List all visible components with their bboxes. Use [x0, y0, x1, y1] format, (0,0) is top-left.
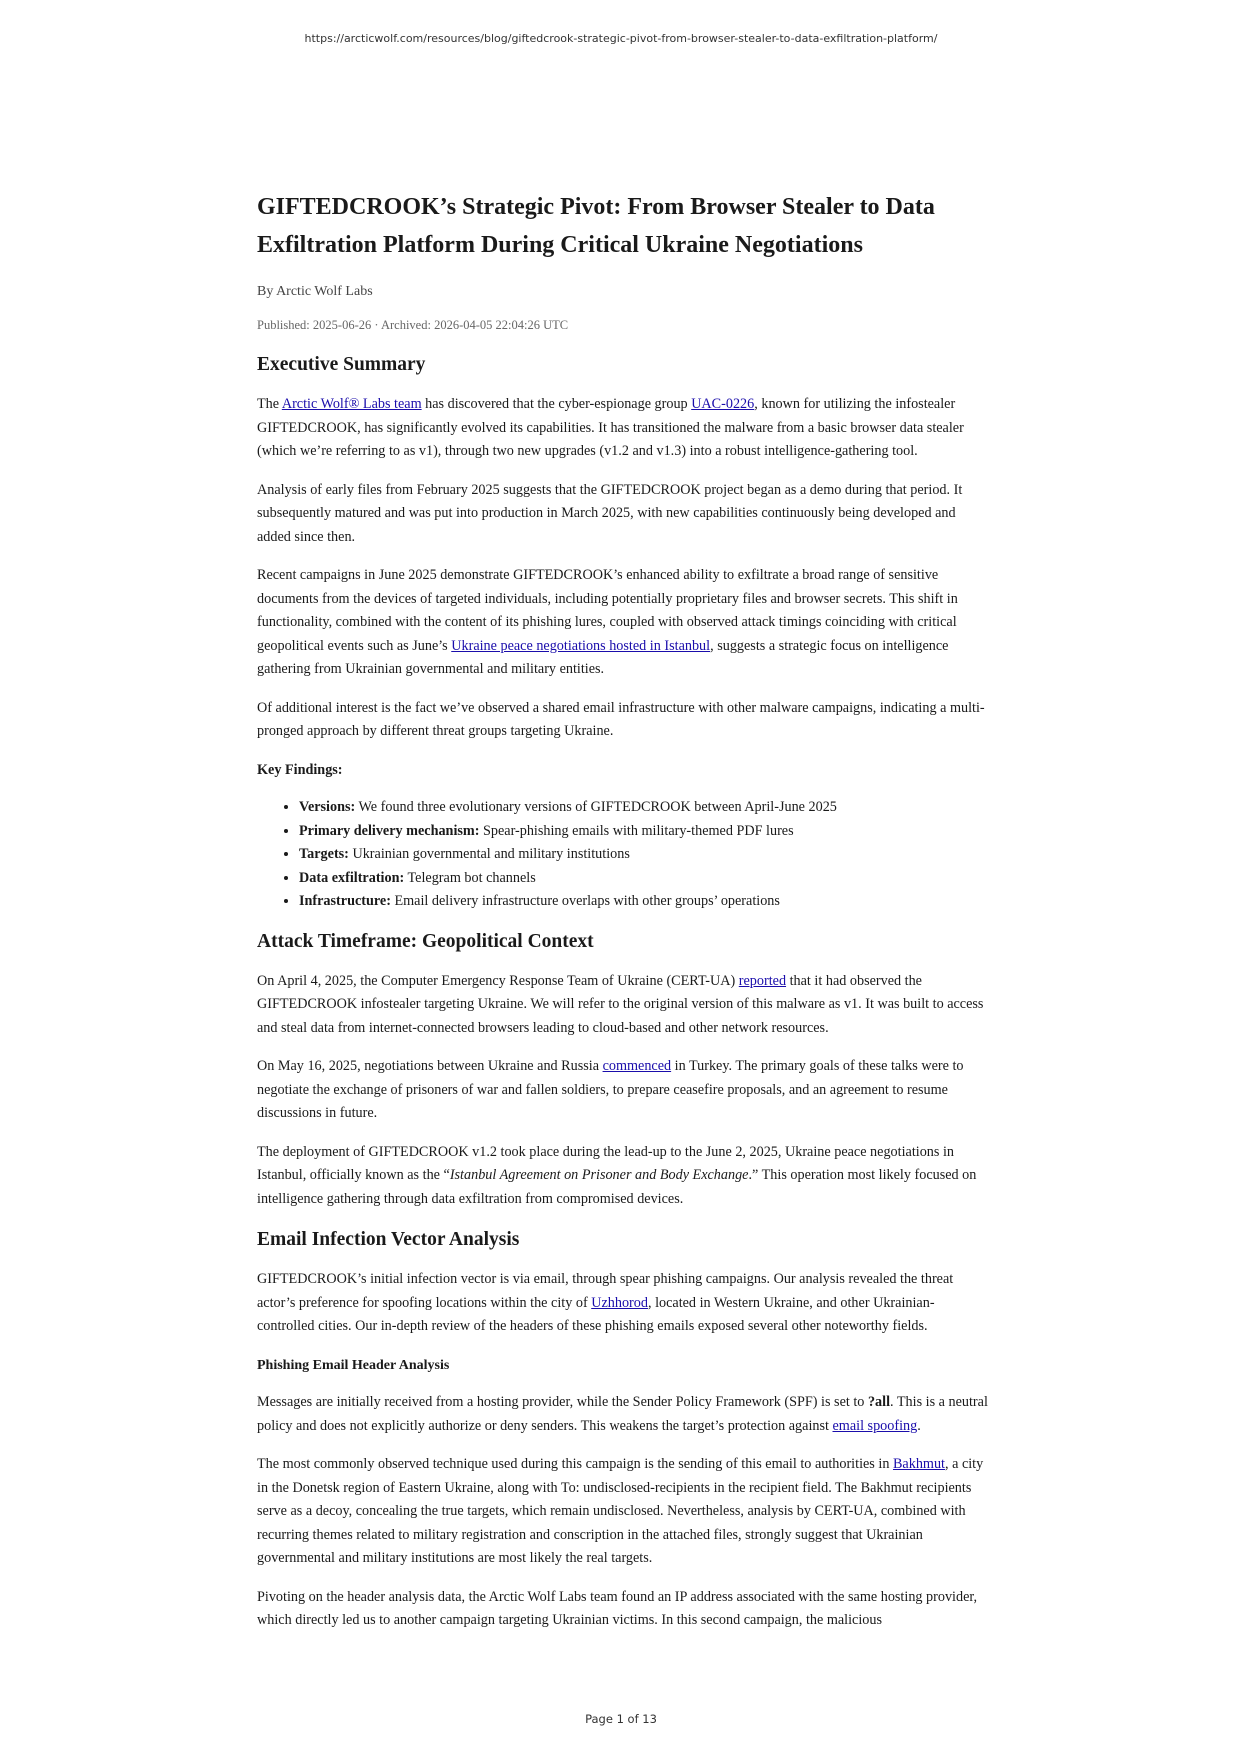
link-uac-0226[interactable]: UAC-0226: [691, 396, 755, 412]
page-number: Page 1 of 13: [585, 1712, 657, 1726]
page-url: https://arcticwolf.com/resources/blog/giftedcrook-strategic-pivot-from-browser-stealer-to-data-exfiltration-platform/: [304, 32, 938, 45]
publish-meta: Published: 2025-06-26 · Archived: 2026-04-05 22:04:26 UTC: [257, 317, 569, 332]
article: [257, 188, 989, 1648]
link-email-spoofing[interactable]: email spoofing: [832, 1417, 918, 1434]
paragraph: The most commonly observed technique used during this campaign is the sending of this email to authorities in Bakhmut, a city in the Donetsk region of Eastern Ukraine, along with To: undisclosed-recipients in the recipient field. The Bakhmut recipients serve as a decoy, concealing the true targets, which remain undisclosed. Nevertheless, analysis by CERT-UA, combined with recurring themes related to military registration and conscription in the attached files, strongly suggest that Ukrainian governmental and military institutions are most likely the real targets.: [257, 1456, 984, 1566]
paragraph: Pivoting on the header analysis data, the Arctic Wolf Labs team found an IP address associated with the same hosting provider, which directly led us to another campaign targeting Ukrainian victims. In this second campaign, the malicious: [257, 1588, 978, 1628]
key-findings-list: [257, 796, 989, 914]
list-item: • Primary delivery mechanism: Spear-phishing emails with military-themed PDF lures: [299, 820, 989, 844]
key-findings-label: Key Findings:: [257, 761, 343, 778]
list-item: • Data exfiltration: Telegram bot channels: [299, 867, 989, 891]
section-heading-email-infection: Email Infection Vector Analysis: [257, 1229, 520, 1250]
paragraph: Of additional interest is the fact we’ve observed a shared email infrastructure with other malware campaigns, indicating a multi-pronged approach by different threat groups targeting Ukraine.: [257, 699, 985, 739]
link-arctic-wolf-labs[interactable]: Arctic Wolf® Labs team: [281, 396, 422, 412]
paragraph: GIFTEDCROOK’s initial infection vector is via email, through spear phishing campaigns. Our analysis revealed the threat actor’s preference for spoofing locations within the city of Uzhhorod, located in Western Ukraine, and other Ukrainian-controlled cities. Our in-depth review of the headers of these phishing emails exposed several other noteworthy fields.: [257, 1271, 954, 1334]
byline: By Arctic Wolf Labs: [257, 284, 373, 299]
list-item: • Versions: We found three evolutionary versions of GIFTEDCROOK between April-June 2025: [299, 796, 989, 820]
list-item: • Targets: Ukrainian governmental and military institutions: [299, 843, 989, 867]
paragraph: Recent campaigns in June 2025 demonstrate GIFTEDCROOK’s enhanced ability to exfiltrate a broad range of sensitive documents from the devices of targeted individuals, including potentially proprietary files and browser secrets. This shift in functionality, combined with the content of its phishing lures, coupled with observed attack timings coinciding with critical geopolitical events such as June’s Ukraine peace negotiations hosted in Istanbul, suggests a strategic focus on intelligence gathering from Ukrainian governmental and military entities.: [257, 567, 958, 677]
link-ukraine-peace-negotiations[interactable]: Ukraine peace negotiations hosted in Istanbul: [451, 637, 711, 654]
paragraph: Analysis of early files from February 2025 suggests that the GIFTEDCROOK project began as a demo during that period. It subsequently matured and was put into production in March 2025, with new capabilities continuously being developed and added since then.: [257, 481, 963, 545]
subheading-phishing-header: Phishing Email Header Analysis: [257, 1357, 450, 1373]
paragraph: The Arctic Wolf® Labs team has discovered that the cyber-espionage group UAC-0226, known for utilizing the infostealer GIFTEDCROOK, has significantly evolved its capabilities. It has transitioned the malware from a basic browser data stealer (which we’re referring to as v1), through two new upgrades (v1.2 and v1.3) into a robust intelligence-gathering tool.: [257, 396, 964, 459]
link-reported[interactable]: reported: [738, 972, 787, 989]
paragraph: On April 4, 2025, the Computer Emergency Response Team of Ukraine (CERT-UA) reported that it had observed the GIFTEDCROOK infostealer targeting Ukraine. We will refer to the original version of this malware as v1. It was built to access and steal data from internet-connected browsers leading to cloud-based and other network resources.: [257, 972, 984, 1036]
paragraph: The deployment of GIFTEDCROOK v1.2 took place during the lead-up to the June 2, 2025, Ukraine peace negotiations in Istanbul, officially known as the “Istanbul Agreement on Prisoner and Body Exchange.” This operation most likely focused on intelligence gathering through data exfiltration from compromised devices.: [257, 1143, 977, 1207]
list-item: • Infrastructure: Email delivery infrastructure overlaps with other groups’ operations: [299, 890, 989, 914]
section-heading-attack-timeframe: Attack Timeframe: Geopolitical Context: [257, 930, 594, 952]
link-commenced[interactable]: commenced: [602, 1058, 672, 1074]
paragraph: Messages are initially received from a hosting provider, while the Sender Policy Framework (SPF) is set to ?all. This is a neutral policy and does not explicitly authorize or deny senders. This weakens the target’s protection against email spoofing.: [257, 1394, 988, 1434]
link-uzhhorod[interactable]: Uzhhorod: [591, 1294, 648, 1311]
section-heading-executive-summary: Executive Summary: [257, 354, 426, 375]
link-bakhmut[interactable]: Bakhmut: [892, 1456, 945, 1472]
paragraph: On May 16, 2025, negotiations between Ukraine and Russia commenced in Turkey. The primary goals of these talks were to negotiate the exchange of prisoners of war and fallen soldiers, to prepare ceasefire proposals, and an agreement to resume discussions in future.: [257, 1058, 964, 1121]
article-title: GIFTEDCROOK’s Strategic Pivot: From Browser Stealer to Data Exfiltration Platform During Critical Ukraine Negotiations: [257, 194, 935, 258]
